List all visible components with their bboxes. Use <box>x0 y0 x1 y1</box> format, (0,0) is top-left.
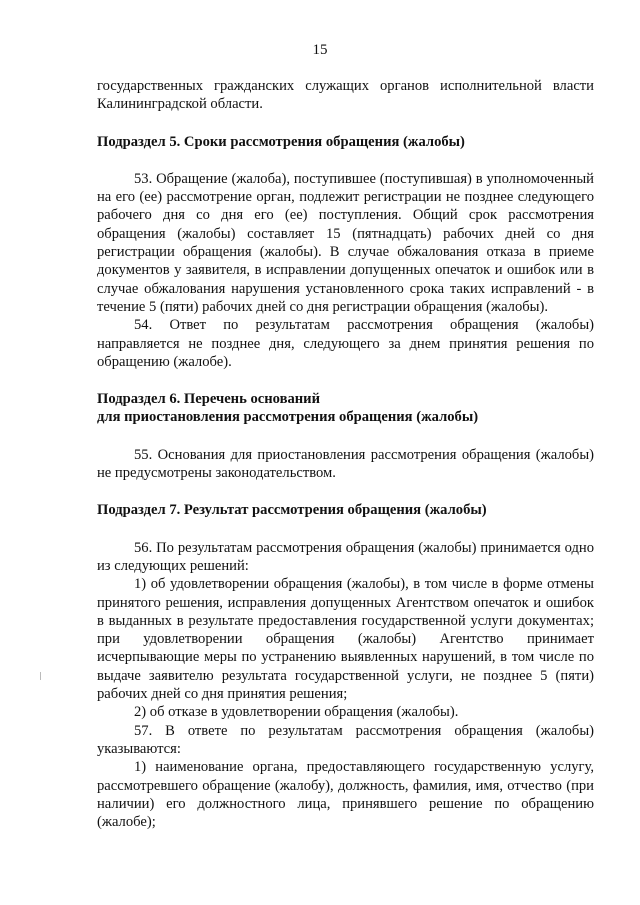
section-6-heading-line-1: Подраздел 6. Перечень оснований <box>97 391 320 408</box>
paragraph-54: 54. Ответ по результатам рассмотрения обращения (жалобы) направляется не позднее дня, следующего за днем принятия решения по обращению (жалобе). <box>97 317 594 370</box>
paragraph-57: 57. В ответе по результатам рассмотрения обращения (жалобы) указываются: <box>97 722 594 757</box>
section-6-heading-line-2: для приостановления рассмотрения обращения (жалобы) <box>97 409 479 426</box>
document-body <box>97 77 594 831</box>
section-7-heading: Подраздел 7. Результат рассмотрения обращения (жалобы) <box>97 502 487 519</box>
paragraph-53: 53. Обращение (жалоба), поступившее (поступившая) в уполномоченный на его (ее) рассмотрение орган, подлежит регистрации не позднее следующего рабочего дня со дня его (ее) поступления. Общий срок рассмотрения обращения (жалобы) составляет 15 (пятнадцать) рабочих дней со дня регистрации обращения (жалобы). В случае обжалования отказа в приеме документов у заявителя, в исправлении допущенных опечаток и ошибок или в случае обжалования нарушения установленного срока таких исправлений - в течение 5 (пяти) рабочих дней со дня регистрации обращения (жалобы). <box>97 170 594 315</box>
page-number: 15 <box>312 42 328 58</box>
paragraph-55: 55. Основания для приостановления рассмотрения обращения (жалобы) не предусмотрены законодательством. <box>97 446 594 482</box>
paragraph-56: 56. По результатам рассмотрения обращения (жалобы) принимается одно из следующих решений: <box>97 539 594 574</box>
paragraph-56-item-2: 2) об отказе в удовлетворении обращения (жалобы). <box>134 704 459 721</box>
margin-mark <box>40 672 41 680</box>
section-5-heading: Подраздел 5. Сроки рассмотрения обращения (жалобы) <box>97 133 465 150</box>
paragraph-56-item-1: 1) об удовлетворении обращения (жалобы), в том числе в форме отмены принятого решения, исправления допущенных Агентством опечаток и ошибок в выданных в результате предоставления государственной услуги документах; при удовлетворении обращения (жалобы) Агентство принимает исчерпывающие меры по устранению выявленных нарушений, в том числе по выдаче заявителю результата государственной услуги, не позднее 5 (пяти) рабочих дней со дня принятия решения; <box>97 576 594 703</box>
section-6-heading <box>97 390 594 427</box>
paragraph-57-item-1: 1) наименование органа, предоставляющего государственную услугу, рассмотревшего обращение (жалобу), должность, фамилия, имя, отчество (при наличии) его должностного лица, принявшего решение по обращению (жалобе); <box>97 759 594 831</box>
intro-paragraph: государственных гражданских служащих органов исполнительной власти Калининградской области. <box>97 78 594 113</box>
